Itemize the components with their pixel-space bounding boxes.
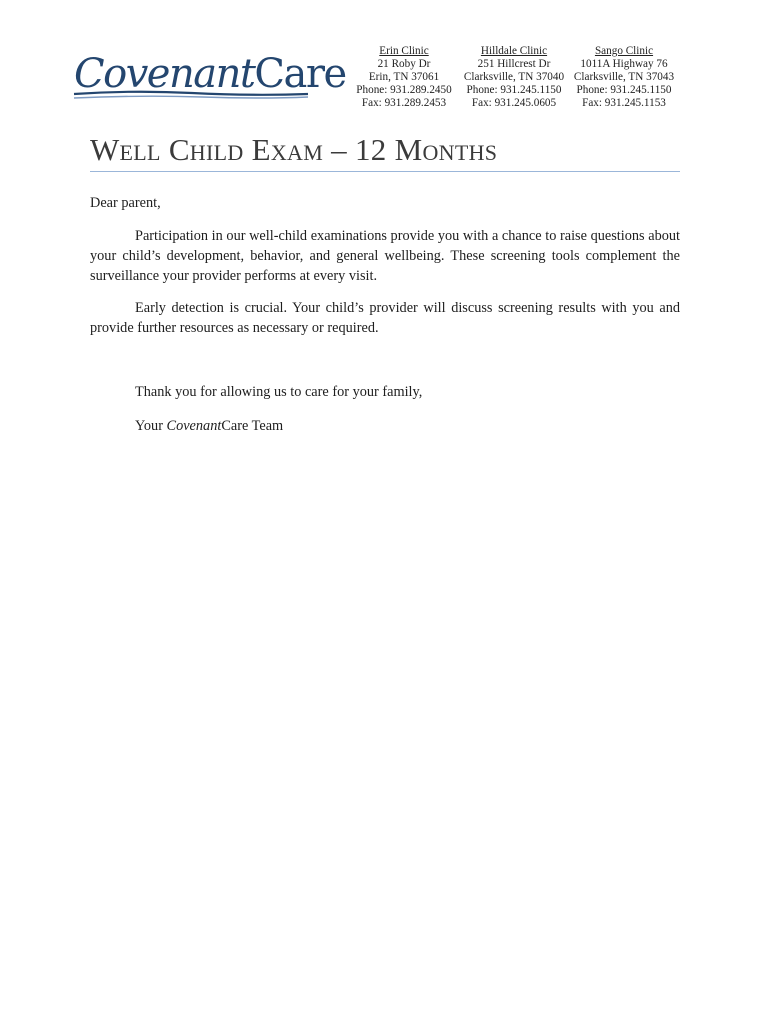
clinic-fax: Fax: 931.245.1153	[582, 97, 666, 109]
title-divider	[90, 171, 680, 172]
logo-covenant-text: Covenant	[74, 51, 255, 97]
clinic-street: 21 Roby Dr	[377, 58, 431, 70]
clinic-street: 251 Hillcrest Dr	[477, 58, 551, 70]
clinic-phone: Phone: 931.245.1150	[466, 84, 562, 96]
logo-care-text: Care	[254, 51, 346, 97]
clinic-street: 1011A Highway 76	[580, 58, 668, 70]
clinic-phone: Phone: 931.289.2450	[356, 84, 452, 96]
signoff-brand-italic: Covenant	[166, 418, 222, 434]
clinic-name: Erin Clinic	[379, 45, 429, 57]
paragraph-participation: Participation in our well-child examinations provide you with a chance to raise questions about your child’s development, behavior, and general wellbeing. These screening tools complement the surveillance your provider performs at every visit.	[90, 228, 680, 284]
signoff	[90, 416, 680, 436]
clinic-name: Sango Clinic	[594, 45, 654, 57]
letter-body	[90, 193, 680, 436]
clinic-hilldale	[454, 45, 574, 110]
paragraph-early-detection: Early detection is crucial. Your child’s provider will discuss screening results with you and provide further resources as necessary or required.	[90, 300, 680, 336]
logo-swoosh-icon	[72, 88, 310, 104]
signoff-brand-rest: Care Team	[221, 418, 284, 434]
clinic-city: Clarksville, TN 37040	[463, 71, 565, 83]
clinic-sango	[564, 45, 684, 110]
clinic-erin	[344, 45, 464, 110]
clinic-name: Hilldale Clinic	[480, 45, 548, 57]
clinic-fax: Fax: 931.245.0605	[471, 97, 557, 109]
clinic-city: Erin, TN 37061	[368, 71, 440, 83]
signoff-prefix: Your	[135, 418, 167, 434]
closing-line: Thank you for allowing us to care for your family,	[135, 384, 423, 400]
page-title: Well Child Exam – 12 Months	[90, 132, 498, 167]
clinic-city: Clarksville, TN 37043	[573, 71, 675, 83]
clinic-phone: Phone: 931.245.1150	[576, 84, 672, 96]
covenantcare-logo	[72, 51, 346, 104]
salutation: Dear parent,	[90, 195, 161, 211]
clinic-fax: Fax: 931.289.2453	[361, 97, 447, 109]
